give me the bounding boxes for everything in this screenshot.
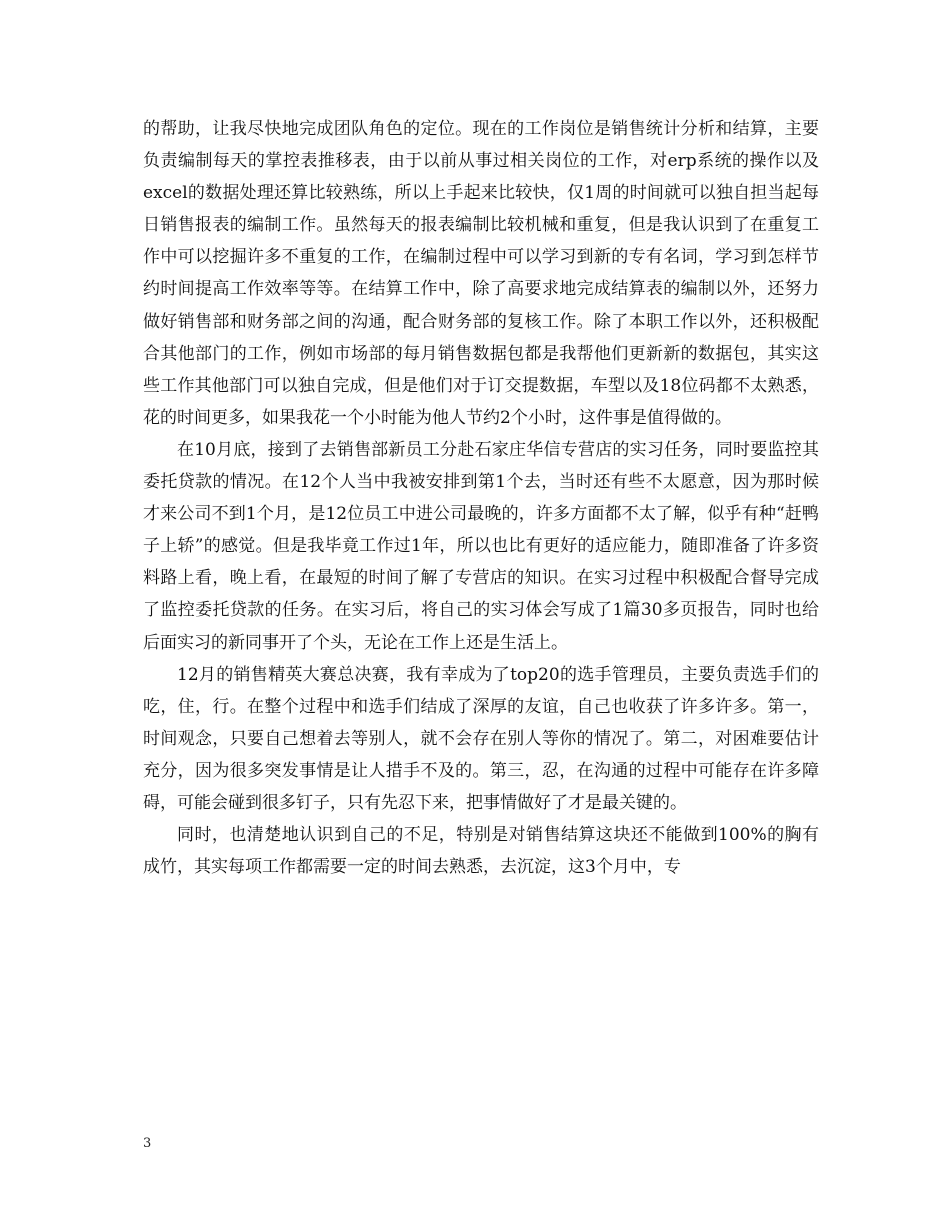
paragraph-1: 的帮助，让我尽快地完成团队角色的定位。现在的工作岗位是销售统计分析和结算，主要负责编制每天的掌控表推移表，由于以前从事过相关岗位的工作，对erp系统的操作以及excel的数据处理还算比较熟练，所以上手起来比较快，仅1周的时间就可以独自担当起每日销售报表的编制工作。虽然每天的报表编制比较机械和重复，但是我认识到了在重复工作中可以挖掘许多不重复的工作，在编制过程中可以学习到新的专有名词，学习到怎样节约时间提高工作效率等等。在结算工作中，除了高要求地完成结算表的编制以外，还努力做好销售部和财务部之间的沟通，配合财务部的复核工作。除了本职工作以外，还积极配合其他部门的工作，例如市场部的每月销售数据包都是我帮他们更新新的数据包，其实这些工作其他部门可以独自完成，但是他们对于订交提数据，车型以及18位码都不太熟悉，花的时间更多，如果我花一个小时能为他人节约2个小时，这件事是值得做的。 xyxy=(143,119,819,428)
document-body xyxy=(143,113,819,883)
paragraph-2: 在10月底，接到了去销售部新员工分赴石家庄华信专营店的实习任务，同时要监控其委托贷款的情况。在12个人当中我被安排到第1个去，当时还有些不太愿意，因为那时候才来公司不到1个月，是12位员工中进公司最晚的，许多方面都不太了解，似乎有种“赶鸭子上轿”的感觉。但是我毕竟工作过1年，所以也比有更好的适应能力，随即准备了许多资料路上看，晚上看，在最短的时间了解了专营店的知识。在实习过程中积极配合督导完成了监控委托贷款的任务。在实习后，将自己的实习体会写成了1篇30多页报告，同时也给后面实习的新同事开了个头，无论在工作上还是生活上。 xyxy=(143,439,819,653)
paragraph-4: 同时，也清楚地认识到自己的不足，特别是对销售结算这块还不能做到100%的胸有成竹，其实每项工作都需要一定的时间去熟悉，去沉淀，这3个月中，专 xyxy=(143,825,819,878)
page-number: 3 xyxy=(143,1136,152,1151)
paragraph-3: 12月的销售精英大赛总决赛，我有幸成为了top20的选手管理员，主要负责选手们的吃，住，行。在整个过程中和选手们结成了深厚的友谊，自己也收获了许多许多。第一，时间观念，只要自己想着去等别人，就不会存在别人等你的情况了。第二，对困难要估计充分，因为很多突发事情是让人措手不及的。第三，忍，在沟通的过程中可能存在许多障碍，可能会碰到很多钉子，只有先忍下来，把事情做好了才是最关键的。 xyxy=(143,664,819,813)
